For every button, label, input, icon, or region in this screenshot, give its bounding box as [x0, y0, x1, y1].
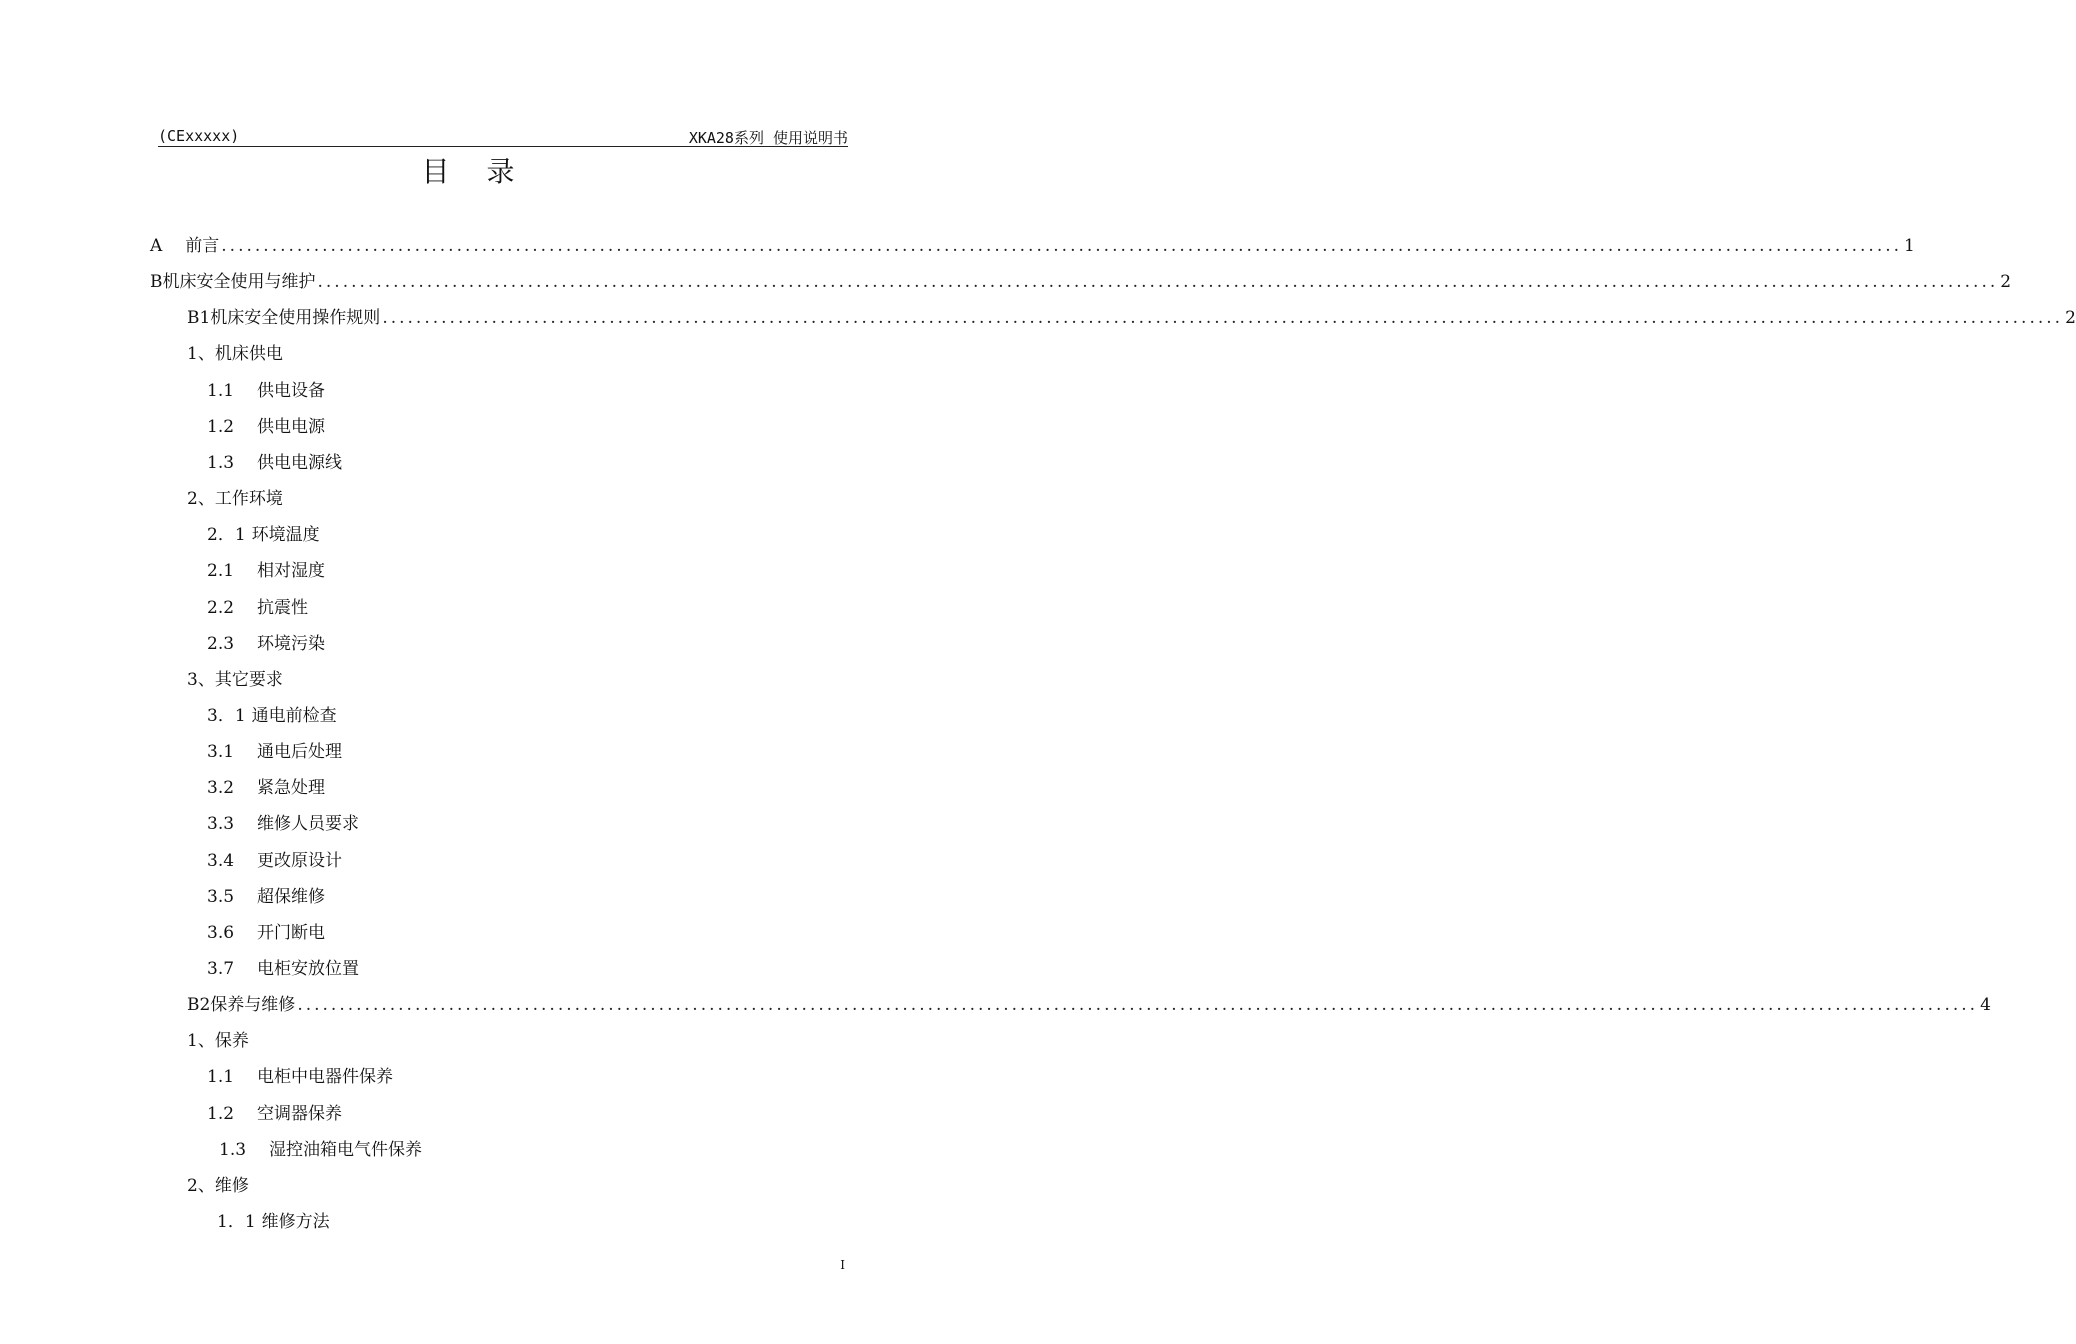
header-doc-code: (CExxxxx): [158, 127, 240, 145]
toc-entry-label: B2保养与维修: [187, 995, 296, 1016]
toc-entry-label: 电柜中电器件保养: [257, 1067, 394, 1088]
toc-entry-label: 维修人员要求: [257, 814, 360, 835]
toc-entry[interactable]: [207, 1096, 342, 1132]
toc-entry-label: 供电电源: [257, 416, 326, 437]
toc-entry-number: 1.2: [207, 416, 252, 437]
toc-entry[interactable]: [187, 336, 283, 372]
toc-entry-page: 2: [2065, 308, 2076, 329]
toc-entry[interactable]: [207, 734, 342, 770]
toc-entry[interactable]: [207, 698, 337, 734]
toc-entry[interactable]: [207, 915, 325, 951]
toc-entry-label: 电柜安放位置: [257, 959, 360, 979]
toc-entry-number: 1.1: [207, 1067, 252, 1088]
toc-entry[interactable]: [187, 987, 1991, 1023]
toc-entry-number: 3.1: [207, 742, 252, 763]
toc-entry[interactable]: [187, 662, 283, 698]
toc-entry[interactable]: [207, 626, 325, 662]
toc-entry-number: 3.7: [207, 959, 252, 979]
toc-title: 目 录: [421, 155, 529, 188]
page-number: I: [840, 1258, 845, 1272]
toc-entry[interactable]: [207, 409, 325, 445]
toc-entry-number: 3.4: [207, 850, 252, 871]
toc-entry[interactable]: [207, 879, 325, 915]
toc-entry-number: 1.1: [207, 380, 252, 401]
toc-entry-number: 2.3: [207, 633, 252, 654]
toc-entry[interactable]: [207, 553, 325, 589]
toc-entry[interactable]: [207, 445, 342, 481]
toc-entry-page: 4: [1980, 995, 1991, 1016]
toc-entry[interactable]: [207, 373, 325, 409]
toc-entry[interactable]: [187, 1168, 249, 1204]
toc-entry[interactable]: [207, 843, 342, 879]
toc-entry-label: 供电设备: [257, 380, 326, 401]
toc-entry[interactable]: [187, 481, 283, 517]
toc-entry-page: 1: [1904, 236, 1915, 256]
toc-entry-label: 开门断电: [257, 922, 326, 943]
toc-entry-label: 3、其它要求: [187, 669, 283, 690]
toc-entry-label: 2、工作环境: [187, 489, 283, 510]
toc-entry-number: 3．1: [207, 705, 246, 726]
toc-entry-label: 空调器保养: [257, 1103, 343, 1124]
toc-entry-label: 相对湿度: [257, 561, 326, 582]
toc-entry-number: 3.3: [207, 814, 252, 835]
toc-entry[interactable]: [219, 1132, 422, 1168]
toc-entry-number: A: [150, 236, 180, 256]
toc-entry[interactable]: [187, 300, 2076, 336]
toc-entry-label: 环境污染: [257, 633, 326, 654]
toc-dot-leader: ........................................................................................................................................................................................................: [382, 308, 2064, 329]
toc-entry-number: 3.2: [207, 778, 252, 799]
header-doc-title: XKA28系列 使用说明书: [688, 129, 848, 147]
toc-entry-number: 3.5: [207, 886, 252, 907]
toc-entry[interactable]: [150, 228, 1915, 264]
toc-entry-label: 通电前检查: [251, 705, 337, 726]
toc-entry-label: 前言: [185, 236, 220, 256]
toc-entry-number: 2.1: [207, 561, 252, 582]
toc-entry-number: 1.3: [219, 1139, 264, 1160]
toc-entry-label: 通电后处理: [257, 742, 343, 763]
toc-entry-label: 1、机床供电: [187, 344, 283, 365]
toc-entry[interactable]: [207, 517, 320, 553]
toc-entry-label: 紧急处理: [257, 778, 326, 799]
toc-entry-label: 2、维修: [187, 1175, 249, 1196]
toc-entry[interactable]: [207, 770, 325, 806]
toc-dot-leader: ........................................................................................................................................................................................................: [297, 995, 1979, 1016]
toc-entry-label: 更改原设计: [257, 850, 343, 871]
toc-entry-label: B1机床安全使用操作规则: [187, 308, 381, 329]
toc-entry-number: 1.3: [207, 452, 252, 473]
toc-entry-label: 供电电源线: [257, 452, 343, 473]
toc-entry[interactable]: [207, 951, 359, 987]
toc-entry-label: 湿控油箱电气件保养: [269, 1139, 423, 1160]
toc-entry[interactable]: [207, 1059, 393, 1095]
toc-dot-leader: ........................................................................................................................................................................................................: [221, 236, 1903, 256]
toc-entry-number: 1.2: [207, 1103, 252, 1124]
toc-entry[interactable]: [217, 1204, 330, 1240]
toc-entry-label: 1、保养: [187, 1031, 249, 1052]
toc-entry-label: B机床安全使用与维护: [150, 272, 316, 293]
toc-entry[interactable]: [150, 264, 2012, 300]
toc-entry-label: 超保维修: [257, 886, 326, 907]
toc-entry[interactable]: [207, 806, 359, 842]
toc-dot-leader: ........................................................................................................................................................................................................: [317, 272, 1999, 293]
toc-entry[interactable]: [187, 1023, 249, 1059]
toc-entry-number: 3.6: [207, 922, 252, 943]
toc-entry-label: 环境温度: [251, 525, 320, 546]
page-header: [158, 126, 848, 147]
toc-entry-label: 维修方法: [261, 1212, 330, 1233]
toc-entry-page: 2: [2000, 272, 2012, 293]
toc-entry-number: 2.2: [207, 597, 252, 618]
toc-entry[interactable]: [207, 590, 308, 626]
toc-entry-number: 2．1: [207, 525, 246, 546]
toc-entry-number: 1．1: [217, 1212, 256, 1233]
toc-entry-label: 抗震性: [257, 597, 309, 618]
